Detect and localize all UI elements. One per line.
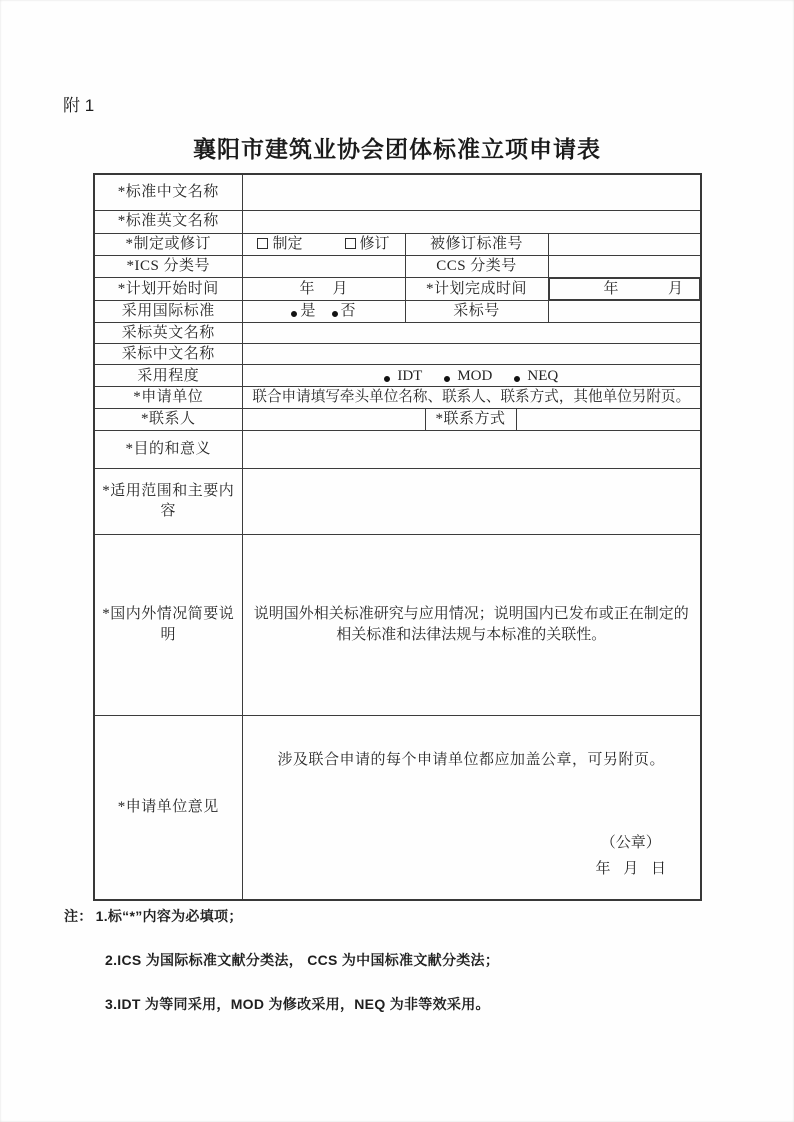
row-adopt-cn-name (94, 344, 701, 365)
row-standard-cn-name (94, 174, 701, 210)
revise-option (345, 234, 390, 254)
row-ics (94, 255, 701, 277)
row-scope (94, 468, 701, 534)
row-make-or-revise (94, 233, 701, 255)
neq-option (514, 366, 558, 386)
neq-option-label: NEQ (527, 367, 559, 384)
adopt-degree-options (242, 365, 701, 387)
make-option (257, 234, 302, 254)
situation-label: *国内外情况简要说明 (94, 534, 242, 715)
row-situation (94, 534, 701, 715)
month-placeholder: 月 (332, 280, 348, 297)
radio-yes-icon (291, 311, 297, 317)
adopt-std-no-label: 采标号 (405, 300, 548, 322)
yes-option-label: 是 (300, 303, 316, 320)
plan-finish-label: *计划完成时间 (405, 277, 548, 300)
intl-standard-options (242, 300, 405, 322)
year-placeholder: 年 (299, 280, 315, 297)
radio-neq-icon (514, 376, 520, 382)
radio-no-icon (332, 311, 338, 317)
date-placeholder: 年 月 日 (595, 861, 667, 877)
row-contact (94, 408, 701, 430)
month-placeholder: 月 (668, 280, 684, 297)
row-adopt-degree (94, 365, 701, 387)
no-option-label: 否 (340, 303, 356, 320)
plan-start-label: *计划开始时间 (94, 277, 242, 300)
ics-field (242, 255, 405, 277)
applicant-hint-text: 联合申请填写牵头单位名称、联系人、联系方式，其他单位另附页。 (242, 387, 701, 408)
standard-en-name-field (242, 210, 701, 233)
revised-standard-no-label: 被修订标准号 (405, 233, 548, 255)
idt-option-label: IDT (397, 367, 423, 384)
opinion-field (242, 715, 701, 900)
signature-block (596, 830, 667, 883)
no-option (332, 301, 356, 321)
purpose-field (242, 430, 701, 468)
plan-finish-field (549, 278, 701, 300)
attachment-label: 附 1 (63, 96, 95, 115)
radio-idt-icon (384, 376, 390, 382)
ccs-field (548, 255, 701, 277)
standard-cn-name-field (242, 174, 701, 210)
footnote-2: 2.ICS 为国际标准文献分类法， CCS 为中国标准文献分类法； (105, 952, 500, 968)
ics-label: *ICS 分类号 (94, 255, 242, 277)
adopt-cn-name-label: 采标中文名称 (94, 344, 242, 365)
row-intl-standard (94, 300, 701, 322)
applicant-label: *申请单位 (94, 387, 242, 408)
standard-cn-name-label: *标准中文名称 (94, 174, 242, 210)
contact-person-field (242, 408, 425, 430)
footnote-1 (64, 906, 499, 926)
yes-option (291, 301, 315, 321)
opinion-hint-text: 涉及联合申请的每个申请单位都应加盖公章，可另附页。 (277, 752, 666, 769)
situation-hint-text: 说明国外相关标准研究与应用情况；说明国内已发布或正在制定的相关标准和法律法规与本标准的关联性。 (242, 534, 701, 715)
row-purpose (94, 430, 701, 468)
row-applicant (94, 387, 701, 408)
footnote-1-text: 1.标“*”内容为必填项； (95, 908, 243, 924)
seal-placeholder: （公章） (600, 834, 661, 851)
make-or-revise-options (242, 233, 405, 255)
adopt-degree-label: 采用程度 (94, 365, 242, 387)
checkbox-revise-icon (345, 238, 356, 249)
adopt-en-name-field (242, 322, 701, 343)
intl-standard-label: 采用国际标准 (94, 300, 242, 322)
row-plan-time (94, 277, 701, 300)
revised-standard-no-field (548, 233, 701, 255)
contact-method-field (516, 408, 701, 430)
contact-person-label: *联系人 (94, 408, 242, 430)
idt-option (384, 366, 422, 386)
make-option-label: 制定 (272, 235, 303, 252)
checkbox-make-icon (257, 238, 268, 249)
adopt-cn-name-field (242, 344, 701, 365)
opinion-label: *申请单位意见 (94, 715, 242, 900)
row-opinion (94, 715, 701, 900)
adopt-en-name-label: 采标英文名称 (94, 322, 242, 343)
ccs-label: CCS 分类号 (405, 255, 548, 277)
year-placeholder: 年 (603, 280, 619, 297)
purpose-label: *目的和意义 (94, 430, 242, 468)
scope-label: *适用范围和主要内容 (94, 468, 242, 534)
mod-option-label: MOD (457, 367, 493, 384)
footnotes (64, 906, 499, 1038)
contact-method-label: *联系方式 (425, 408, 516, 430)
revise-option-label: 修订 (359, 235, 390, 252)
plan-start-field (242, 277, 405, 300)
application-form-table (93, 173, 702, 901)
footnote-prefix: 注： (64, 908, 93, 924)
scope-field (242, 468, 701, 534)
footnote-3: 3.IDT 为等同采用，MOD 为修改采用，NEQ 为非等效采用。 (105, 996, 490, 1012)
radio-mod-icon (444, 376, 450, 382)
mod-option (444, 366, 492, 386)
row-standard-en-name (94, 210, 701, 233)
standard-en-name-label: *标准英文名称 (94, 210, 242, 233)
row-adopt-en-name (94, 322, 701, 343)
form-title: 襄阳市建筑业协会团体标准立项申请表 (193, 136, 601, 162)
adopt-std-no-field (548, 300, 701, 322)
make-or-revise-label: *制定或修订 (94, 233, 242, 255)
